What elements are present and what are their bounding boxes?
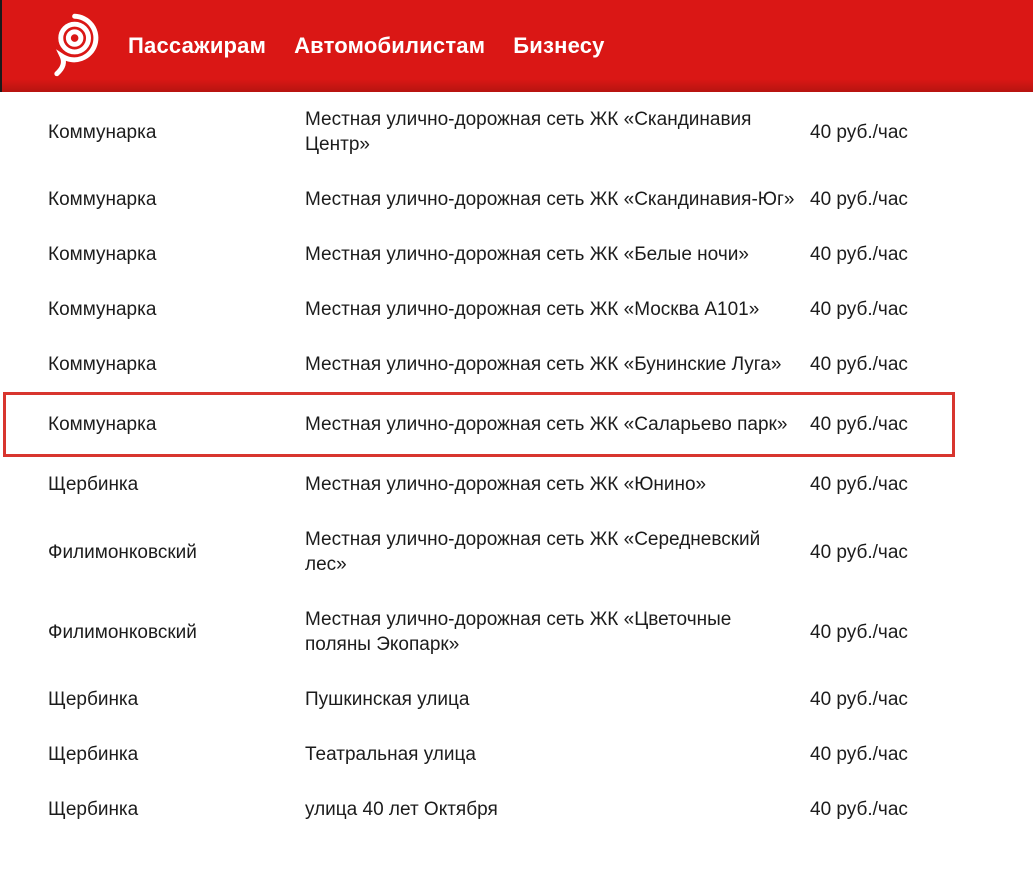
table-row (0, 592, 1033, 672)
nav-item-business[interactable]: Бизнесу (513, 33, 605, 58)
district-cell: Коммунарка (48, 121, 157, 143)
price-cell: 40 руб./час (810, 799, 908, 820)
nav-item-passengers[interactable]: Пассажирам (128, 33, 267, 58)
table-row (0, 92, 1033, 172)
street-cell: улица 40 лет Октября (305, 799, 498, 820)
street-cell: Местная улично-дорожная сеть ЖК «Бунинские Луга» (305, 354, 782, 375)
site-header (0, 0, 1033, 92)
district-cell: Коммунарка (48, 354, 157, 375)
tariff-table (0, 92, 1033, 837)
price-cell: 40 руб./час (810, 744, 908, 765)
main-nav (128, 33, 605, 59)
price-cell: 40 руб./час (810, 689, 908, 710)
price-cell: 40 руб./час (810, 474, 908, 495)
street-cell: Местная улично-дорожная сеть ЖК «Середневский лес» (305, 529, 761, 575)
street-cell: Местная улично-дорожная сеть ЖК «Цветочные поляны Экопарк» (305, 609, 732, 655)
street-cell: Пушкинская улица (305, 689, 470, 710)
district-cell: Щербинка (48, 799, 139, 820)
district-cell: Коммунарка (48, 189, 157, 210)
price-cell: 40 руб./час (810, 244, 908, 265)
street-cell: Местная улично-дорожная сеть ЖК «Белые ночи» (305, 244, 749, 265)
price-cell: 40 руб./час (810, 121, 908, 143)
street-cell: Местная улично-дорожная сеть ЖК «Скандинавия-Юг» (305, 189, 795, 210)
district-cell: Коммунарка (48, 244, 157, 265)
district-cell: Филимонковский (48, 621, 197, 643)
table-row (0, 672, 1033, 727)
district-cell: Щербинка (48, 474, 139, 495)
table-row (0, 782, 1033, 837)
price-cell: 40 руб./час (810, 299, 908, 320)
price-cell: 40 руб./час (810, 354, 908, 375)
table-row (0, 392, 1033, 457)
moscow-transport-logo[interactable] (38, 10, 106, 82)
table-row (0, 337, 1033, 392)
price-cell: 40 руб./час (810, 189, 908, 210)
table-row (0, 227, 1033, 282)
price-cell: 40 руб./час (810, 621, 908, 643)
table-row (0, 457, 1033, 512)
district-cell: Коммунарка (48, 414, 157, 435)
street-cell: Местная улично-дорожная сеть ЖК «Москва А101» (305, 299, 760, 320)
street-cell: Местная улично-дорожная сеть ЖК «Саларьево парк» (305, 414, 788, 435)
street-cell: Местная улично-дорожная сеть ЖК «Скандинавия Центр» (305, 109, 752, 155)
table-row (0, 172, 1033, 227)
transport-pin-icon (39, 9, 105, 84)
price-cell: 40 руб./час (810, 414, 908, 435)
nav-item-drivers[interactable]: Автомобилистам (294, 33, 486, 58)
district-cell: Щербинка (48, 744, 139, 765)
district-cell: Филимонковский (48, 541, 197, 563)
district-cell: Коммунарка (48, 299, 157, 320)
street-cell: Местная улично-дорожная сеть ЖК «Юнино» (305, 474, 707, 495)
street-cell: Театральная улица (305, 744, 476, 765)
table-row (0, 727, 1033, 782)
table-row (0, 282, 1033, 337)
district-cell: Щербинка (48, 689, 139, 710)
price-cell: 40 руб./час (810, 541, 908, 563)
table-row (0, 512, 1033, 592)
